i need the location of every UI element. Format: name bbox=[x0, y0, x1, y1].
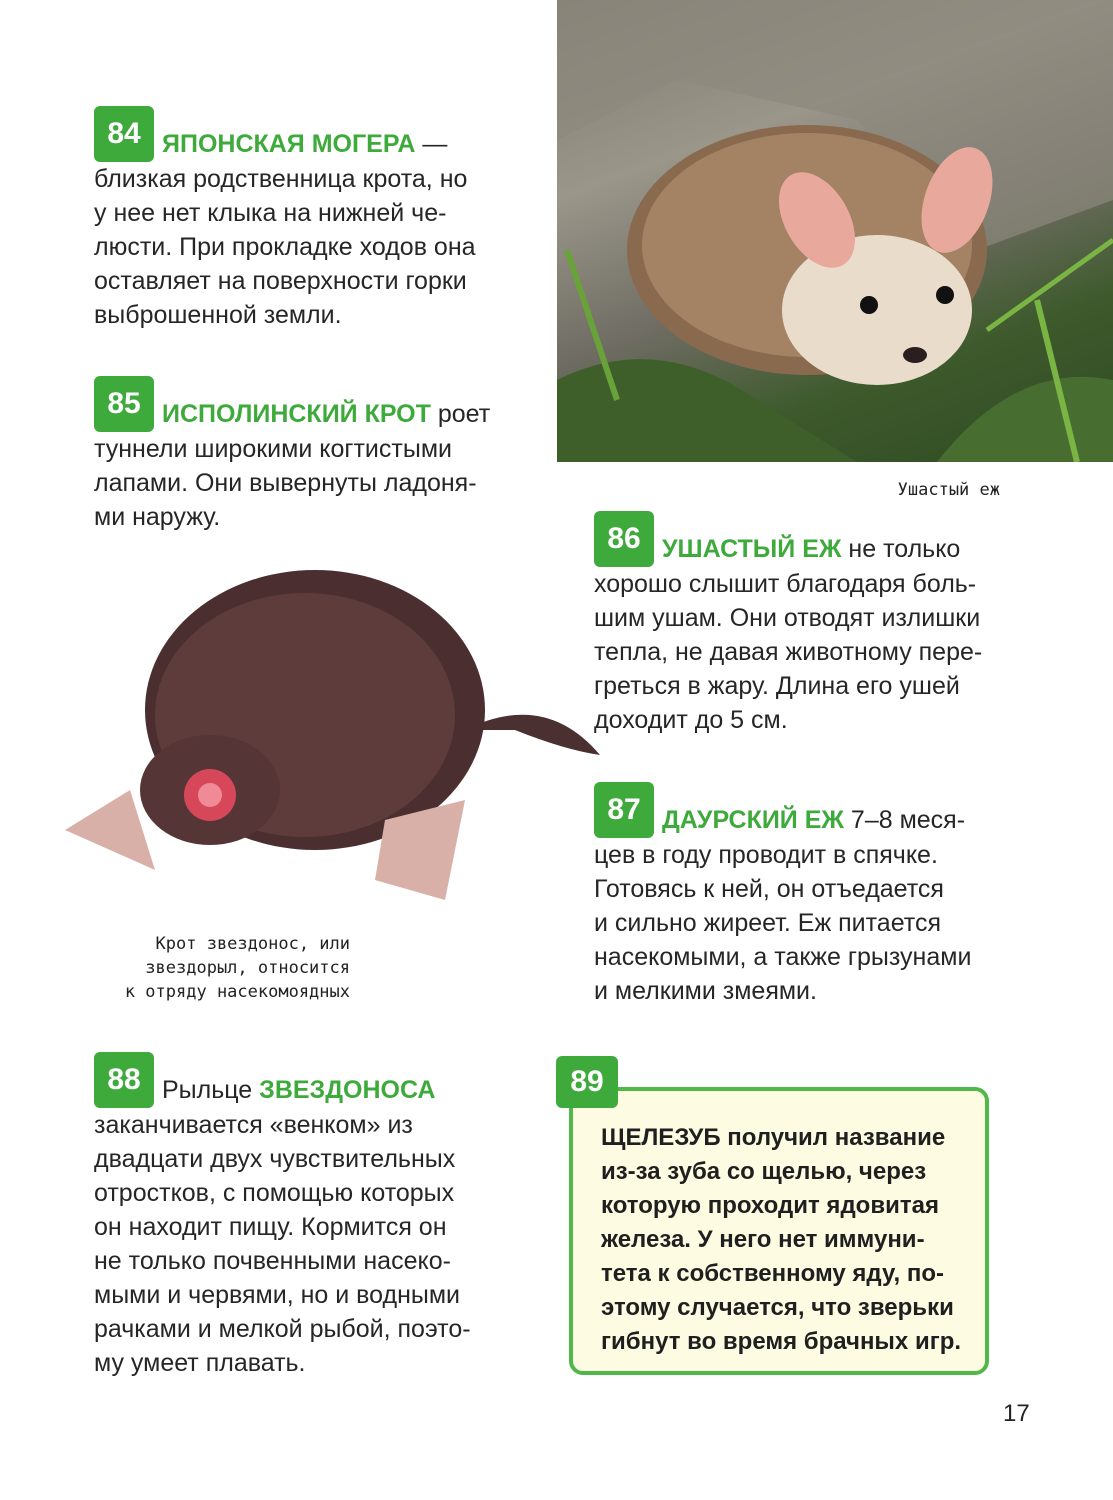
entry-86: 86 УШАСТЫЙ ЕЖ не только хорошо слышит благодаря боль- шим ушам. Они отводят излишки тепла, не давая животному пере- греться в жару. Длина его ушей доходит до 5 см. bbox=[594, 511, 982, 737]
text-line: двадцати двух чувствительных bbox=[94, 1145, 456, 1173]
entry-number-badge: 84 bbox=[94, 106, 154, 162]
entry-title: ЯПОНСКАЯ МОГЕРА bbox=[162, 130, 416, 158]
text-line: люсти. При прокладке ходов она bbox=[94, 233, 476, 261]
text-line: хорошо слышит благодаря боль- bbox=[594, 570, 977, 598]
text-line: заканчивается «венком» из bbox=[94, 1111, 413, 1139]
entry-number-badge: 87 bbox=[594, 782, 654, 838]
info-box-text: ЩЕЛЕЗУБ получил название из-за зуба со щелью, через которую проходит ядовитая железа. У него нет иммуни- тета к собственному яду, по- этому случается, что зверьки гибнут во время брачных игр. bbox=[601, 1124, 962, 1355]
entry-title: ЗВЕЗДОНОСА bbox=[259, 1076, 436, 1104]
text-line: мыми и червями, но и водными bbox=[94, 1281, 461, 1309]
hedgehog-caption: Ушастый еж bbox=[897, 480, 1000, 500]
entry-88: 88 Рыльце ЗВЕЗДОНОСА заканчивается «венком» из двадцати двух чувствительных отростков, с помощью которых он находит пищу. Кормится он не только почвенными насеко- мыми и червями, но и водными рачками и мелкой рыбой, поэто- му умеет плавать. bbox=[94, 1052, 471, 1380]
page-number: 17 bbox=[1003, 1400, 1030, 1427]
entry-number-badge: 86 bbox=[594, 511, 654, 567]
entry-title: ИСПОЛИНСКИЙ КРОТ bbox=[162, 400, 431, 428]
entry-84: 84 ЯПОНСКАЯ МОГЕРА — близкая родственница крота, но у нее нет клыка на нижней че- люсти. При прокладке ходов она оставляет на поверхности горки выброшенной земли. bbox=[94, 106, 476, 332]
entry-number-badge: 85 bbox=[94, 376, 154, 432]
text-line: он находит пищу. Кормится он bbox=[94, 1213, 447, 1241]
text-line: туннели широкими когтистыми bbox=[94, 435, 452, 463]
text-line: рачками и мелкой рыбой, поэто- bbox=[94, 1315, 471, 1343]
text-line: близкая родственница крота, но bbox=[94, 165, 468, 193]
text-line: и мелкими змеями. bbox=[594, 977, 817, 1005]
text-line: у нее нет клыка на нижней че- bbox=[94, 199, 447, 227]
text-line: тепла, не давая животному пере- bbox=[594, 638, 983, 666]
text-line: шим ушам. Они отводят излишки bbox=[594, 604, 981, 632]
entry-number-badge: 88 bbox=[94, 1052, 154, 1108]
text-line: выброшенной земли. bbox=[94, 301, 342, 329]
entry-number-badge: 89 bbox=[556, 1056, 618, 1108]
info-box-89 bbox=[569, 1087, 989, 1375]
text-line: насекомыми, а также грызунами bbox=[594, 943, 972, 971]
text-line: греться в жару. Длина его ушей bbox=[594, 672, 960, 700]
text-line: оставляет на поверхности горки bbox=[94, 267, 467, 295]
entry-87: 87 ДАУРСКИЙ ЕЖ 7–8 меся- цев в году проводит в спячке. Готовясь к ней, он отъедается и сильно жиреет. Еж питается насекомыми, а также грызунами и мелкими змеями. bbox=[594, 782, 971, 1008]
text-line: му умеет плавать. bbox=[94, 1349, 306, 1377]
entry-title: УШАСТЫЙ ЕЖ bbox=[662, 535, 842, 563]
entry-85: 85 ИСПОЛИНСКИЙ КРОТ роет туннели широкими когтистыми лапами. Они вывернуты ладоня- ми наружу. bbox=[94, 376, 490, 534]
text-line: ми наружу. bbox=[94, 503, 221, 531]
text-line: цев в году проводит в спячке. bbox=[594, 841, 938, 869]
mole-caption: Крот звездонос, или звездорыл, относится к отряду насекомоядных bbox=[124, 934, 350, 1002]
text-line: доходит до 5 см. bbox=[594, 706, 788, 734]
text-line: не только почвенными насеко- bbox=[94, 1247, 451, 1275]
star-nosed-mole-illustration bbox=[45, 560, 635, 930]
text-line: лапами. Они вывернуты ладоня- bbox=[94, 469, 477, 497]
text-line: отростков, с помощью которых bbox=[94, 1179, 455, 1207]
text-line: и сильно жиреет. Еж питается bbox=[594, 909, 941, 937]
hedgehog-illustration bbox=[557, 0, 1113, 462]
entry-title: ДАУРСКИЙ ЕЖ bbox=[662, 806, 844, 834]
hedgehog-photo bbox=[557, 0, 1113, 462]
text-line: Готовясь к ней, он отъедается bbox=[594, 875, 944, 903]
